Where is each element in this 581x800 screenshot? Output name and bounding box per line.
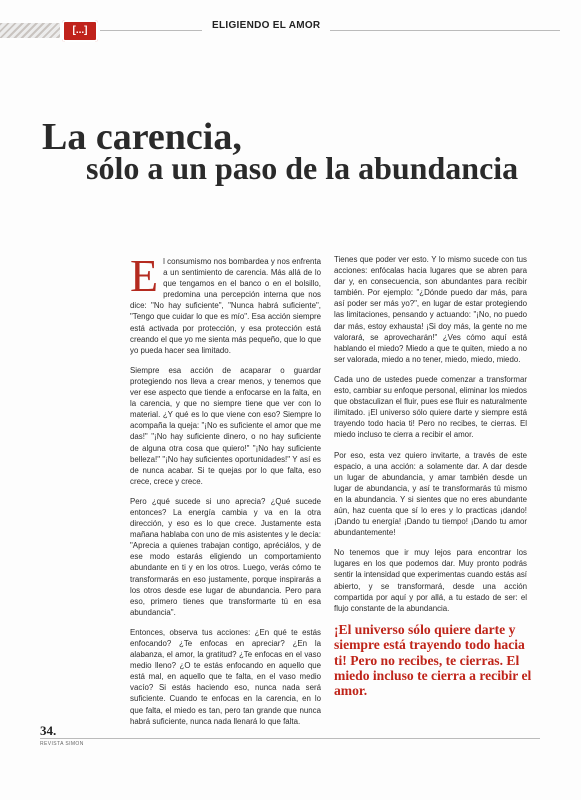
body-column-left <box>130 250 321 736</box>
paragraph: Siempre esa acción de acaparar o guardar protegiendo nos lleva a crear menos, y tenemos que ver ese aspecto que tiende a enfocarse en la falta, en la carencia, y que no siempre tiene que ver con lo material. ¿Y qué es lo que viene con eso? Siempre lo acompaña la queja: "¡No es suficiente el amor que me das!" "¡No hay suficiente dinero, o no hay suficiente de alguna otra cosa que quiero!" "¡No hay suficiente belleza!" "¡No hay suficientes oportunidades!" Y así es de nunca acabar. Si te quejas por lo que falta, eso crece, crece y crece. <box>130 365 321 486</box>
article-title-line-1: La carencia, <box>42 116 242 158</box>
footer-rule <box>40 738 540 739</box>
paragraph: Tienes que poder ver esto. Y lo mismo sucede con tus acciones: enfócalas hacia lugares que se abren para dar y, en consecuencia, son abundantes para recibir también. Por ejemplo: "¿Dónde puedo dar más, para así poder ser más yo?", en lugar de estar protegiendo las limitaciones, pensando y actuando: "¡No, no puedo dar más, estoy exhausta! ¡Si doy más, la gente no me valorará, se aprovecharán!" ¿Ves cómo aquí está hablando el miedo? Miedo a que te quiten, miedo a no ser valorada, miedo a no tener, miedo, miedo, miedo. <box>334 255 527 364</box>
page-number: 34. <box>40 723 57 738</box>
article-title-line-2: sólo a un paso de la abundancia <box>86 150 519 186</box>
paragraph: Por eso, esta vez quiero invitarte, a través de este espacio, a una acción: a solamente dar. A dar desde un lugar de abundancia, y amar también desde un lugar de abundancia, y así te transformarás tú mismo en la abundancia. Y si sientes que no eres abundante aún, haz cuenta que sí lo eres y lo practicas ¡dando! ¡Dando tu energía! ¡Dando tu tiempo! ¡Dando tu amor abundantemente! <box>334 450 527 538</box>
paragraph: Cada uno de ustedes puede comenzar a transformar esto, cambiar su enfoque personal, eliminar los miedos que obstaculizan el fluir, pues ese fluir es naturalmente ilimitado. ¡El universo sólo quiere darte y siempre está trayendo todo hacia ti! Pero no recibes, te cierras. El miedo incluso te cierra a recibir el amor. <box>334 374 527 440</box>
drop-cap: E <box>130 250 159 301</box>
section-title: ELIGIENDO EL AMOR <box>202 20 330 31</box>
paragraph: Entonces, observa tus acciones: ¿En qué te estás enfocando? ¿Te enfocas en apreciar? ¿En la alabanza, el amor, la gratitud? ¿Te enfocas en el vaso medio lleno? ¿O te estás enfocando en aquello que está mal, en aquello que te falta, en el vaso medio vacío? Si estás haciendo eso, nunca nada será suficiente. Cuando te enfocas en la carencia, en lo que falta, el miedo es tan, pero tan grande que nunca habrá suficiente, nunca nada llenará lo que falta. <box>130 627 321 726</box>
paragraph <box>130 250 321 356</box>
magazine-name: REVISTA SIMON <box>40 741 84 747</box>
paragraph-text: l consumismo nos bombardea y nos enfrenta a un sentimiento de carencia. Más allá de lo que tengamos en el banco o en el bolsillo, predomina una percepción interna que nos dice: "No hay suficiente", "Nunca habrá suficiente", "Tengo que cuidar lo que es mío". Esa acción siempre está activada por protección, y esa protección está creando el que yo me sienta más pequeño, que lo que yo pueda hacer sea limitado. <box>130 257 321 355</box>
section-badge: [...] <box>62 20 98 42</box>
page-header <box>0 20 560 50</box>
paragraph: No tenemos que ir muy lejos para encontrar los lugares en los que podemos dar. Muy pronto podrás sentir la intensidad que experimentas cuando estás así abierto, y se transformará, desde una acción compartida por aquí y por allá, a tu estado de ser: el flujo constante de la abundancia. <box>334 548 527 613</box>
pull-quote: ¡El universo sólo quiere darte y siempre está trayendo todo hacia ti! Pero no recibes, te cierras. El miedo incluso te cierra a recibir el amor. <box>334 622 532 699</box>
paragraph: Pero ¿qué sucede si uno aprecia? ¿Qué sucede entonces? La energía cambia y va en la otra dirección, y eso es lo que crece. Justamente esta mañana hablaba con uno de mis asistentes y le decía: "Aprecia a quienes trabajan contigo, apréciálos, y de ese modo estarás eligiendo un comportamiento abundante en ti y en los otros. Luego, verás cómo te transformarás en eso justamente, porque inspirarás a los otros desde ese lugar de abundancia. Pero para eso, primero tienes que transformarte tú en esa abundancia". <box>130 496 321 617</box>
header-hatch-decoration <box>0 23 60 38</box>
body-column-right <box>334 254 527 623</box>
